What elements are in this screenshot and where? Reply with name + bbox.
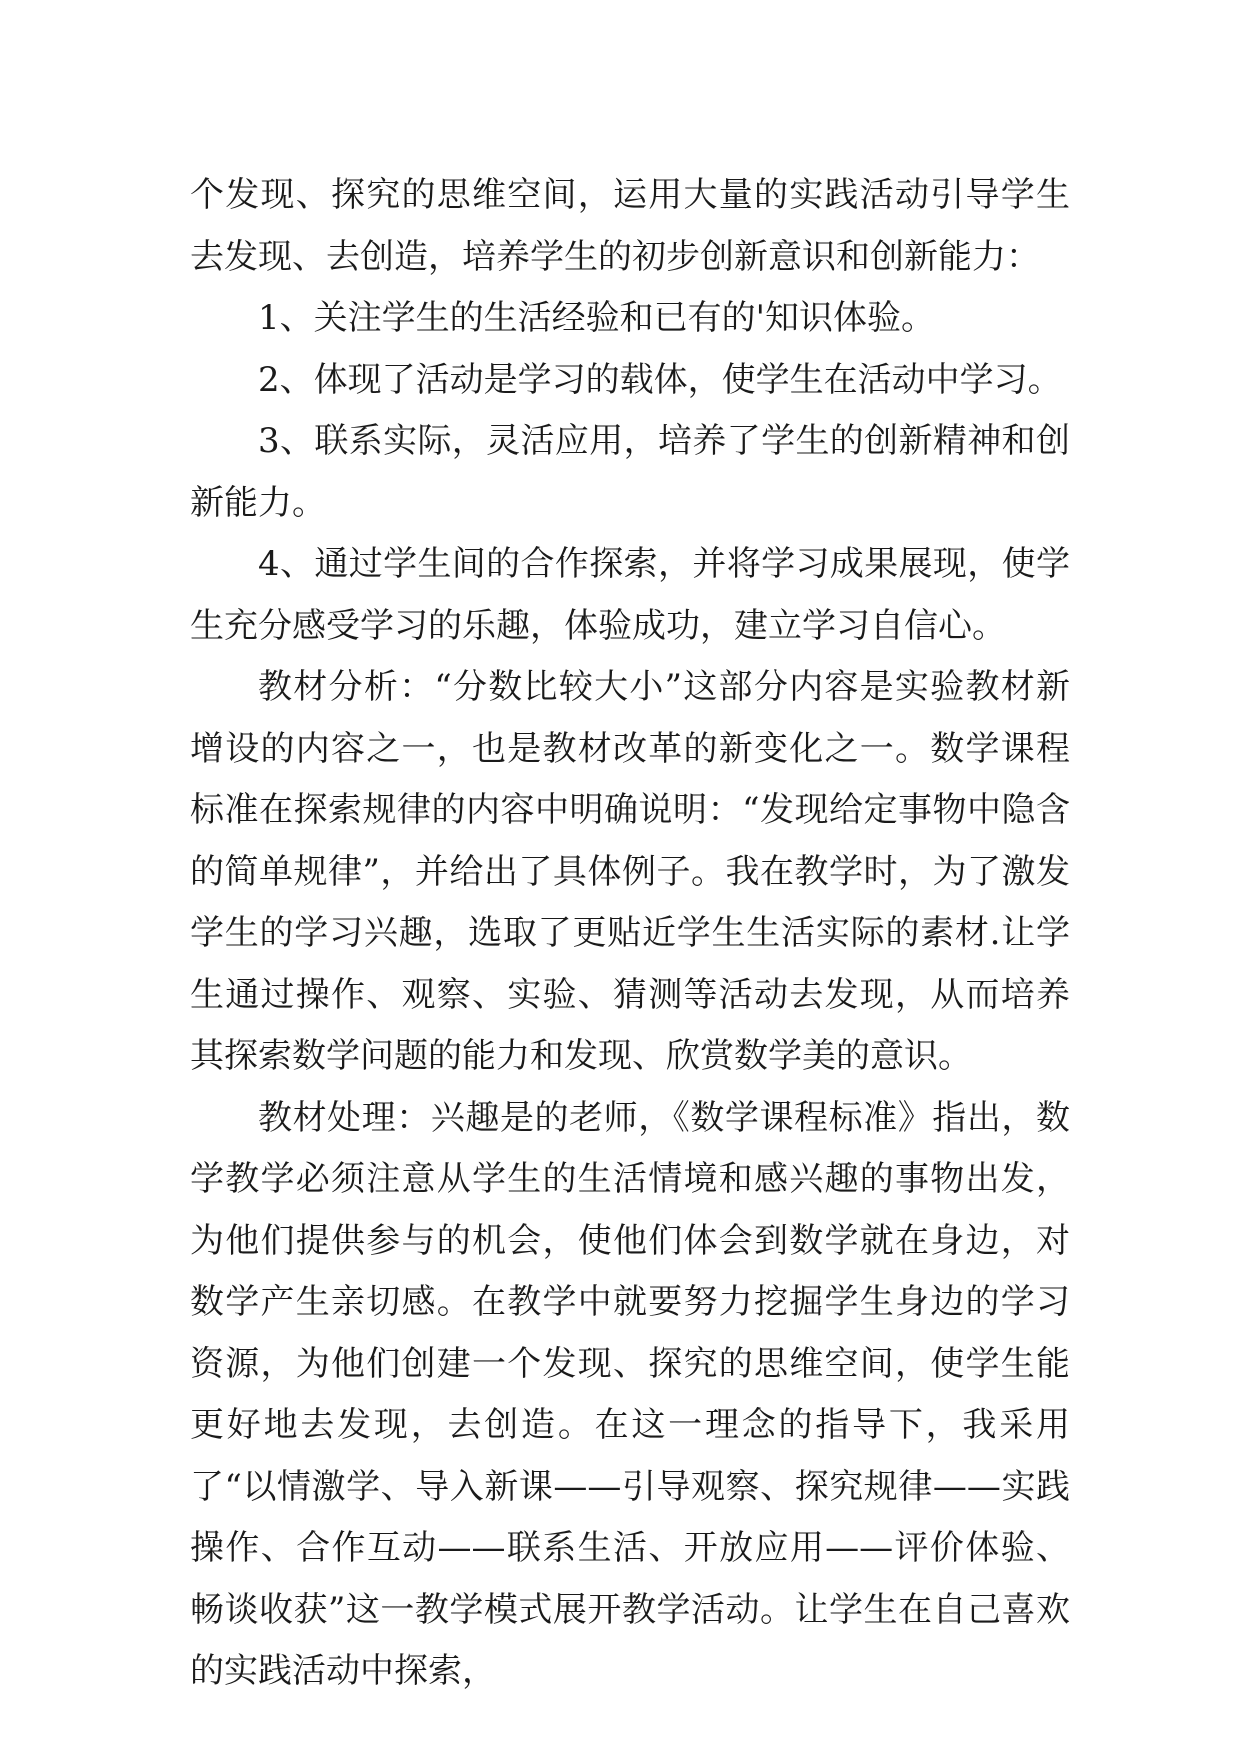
paragraph-textbook-handling: 教材处理：兴趣是的老师，《数学课程标准》指出，数学教学必须注意从学生的生活情境和感兴趣的事物出发，为他们提供参与的机会，使他们体会到数学就在身边，对数学产生亲切感。在教学中就要努力挖掘学生身边的学习资源，为他们创建一个发现、探究的思维空间，使学生能更好地去发现，去创造。在这一理念的指导下，我采用了“以情激学、导入新课——引导观察、探究规律——实践操作、合作互动——联系生活、开放应用——评价体验、畅谈收获”这一教学模式展开教学活动。让学生在自己喜欢的实践活动中探索， [190, 1097, 1070, 1691]
paragraph-textbook-analysis: 教材分析：“分数比较大小”这部分内容是实验教材新增设的内容之一，也是教材改革的新变化之一。数学课程标准在探索规律的内容中明确说明：“发现给定事物中隐含的简单规律”，并给出了具体例子。我在教学时，为了激发学生的学习兴趣，选取了更贴近学生生活实际的素材.让学生通过操作、观察、实验、猜测等活动去发现，从而培养其探索数学问题的能力和发现、欣赏数学美的意识。 [190, 667, 1070, 1076]
paragraph-continuation: 个发现、探究的思维空间，运用大量的实践活动引导学生去发现、去创造，培养学生的初步创新意识和创新能力： [190, 175, 1070, 277]
paragraph-item-4: 4、通过学生间的合作探索，并将学习成果展现，使学生充分感受学习的乐趣，体验成功，建立学习自信心。 [190, 544, 1070, 646]
paragraph-item-2: 2、体现了活动是学习的载体，使学生在活动中学习。 [258, 359, 1062, 400]
paragraph-item-1: 1、关注学生的生活经验和已有的'知识体验。 [258, 298, 935, 338]
document-body [190, 165, 1070, 1703]
paragraph-item-3: 3、联系实际，灵活应用，培养了学生的创新精神和创新能力。 [190, 421, 1070, 523]
